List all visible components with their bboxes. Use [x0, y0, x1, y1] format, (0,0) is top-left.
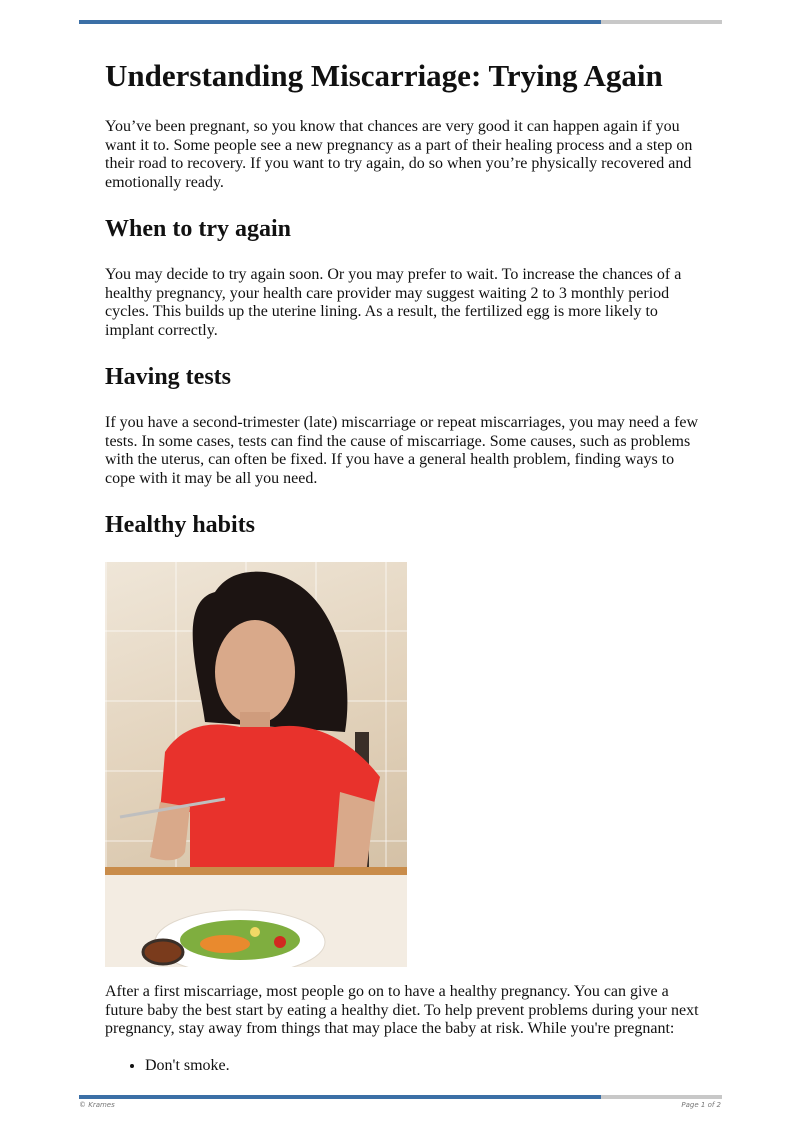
woman-eating-salad-photo	[105, 562, 407, 967]
section-heading-having-tests: Having tests	[105, 364, 231, 390]
section-body-when-to-try: You may decide to try again soon. Or you may prefer to wait. To increase the chances of a healthy pregnancy, your health care provider may suggest waiting 2 to 3 monthly period cycles. This builds up the uterine lining. As a result, the fertilized egg is more likely to implant correctly.	[105, 266, 682, 339]
section-body-having-tests: If you have a second-trimester (late) miscarriage or repeat miscarriages, you may need a few tests. In some cases, tests can find the cause of miscarriage. Some causes, such as problems with the uterus, can often be fixed. If you have a general health problem, finding ways to cope with it may be all you need.	[105, 414, 699, 487]
section-heading-when-to-try: When to try again	[105, 216, 291, 242]
header-rule-accent	[79, 20, 601, 24]
section-heading-healthy-habits: Healthy habits	[105, 512, 256, 538]
list-item: • Don't smoke.	[145, 1057, 705, 1076]
intro-paragraph: You’ve been pregnant, so you know that chances are very good it can happen again if you want it to. Some people see a new pregnancy as a part of their healing process and a step on their road to recovery. If you want to try again, do so when you’re physically recovered and emotionally ready.	[105, 118, 693, 191]
section-body-healthy-habits: After a first miscarriage, most people go on to have a healthy pregnancy. You can give a future baby the best start by eating a healthy diet. To help prevent problems during your next pregnancy, stay away from things that may place the baby at risk. While you're pregnant:	[105, 983, 699, 1037]
header-rule	[79, 20, 722, 24]
footer-rule-accent	[79, 1095, 601, 1099]
document-body	[105, 56, 705, 1075]
footer-page-number: Page 1 of 2	[681, 1101, 721, 1109]
footer-rule	[79, 1095, 722, 1099]
tips-list	[105, 1057, 705, 1076]
footer-copyright: © Krames	[79, 1101, 115, 1109]
page-title: Understanding Miscarriage: Trying Again	[105, 58, 663, 93]
